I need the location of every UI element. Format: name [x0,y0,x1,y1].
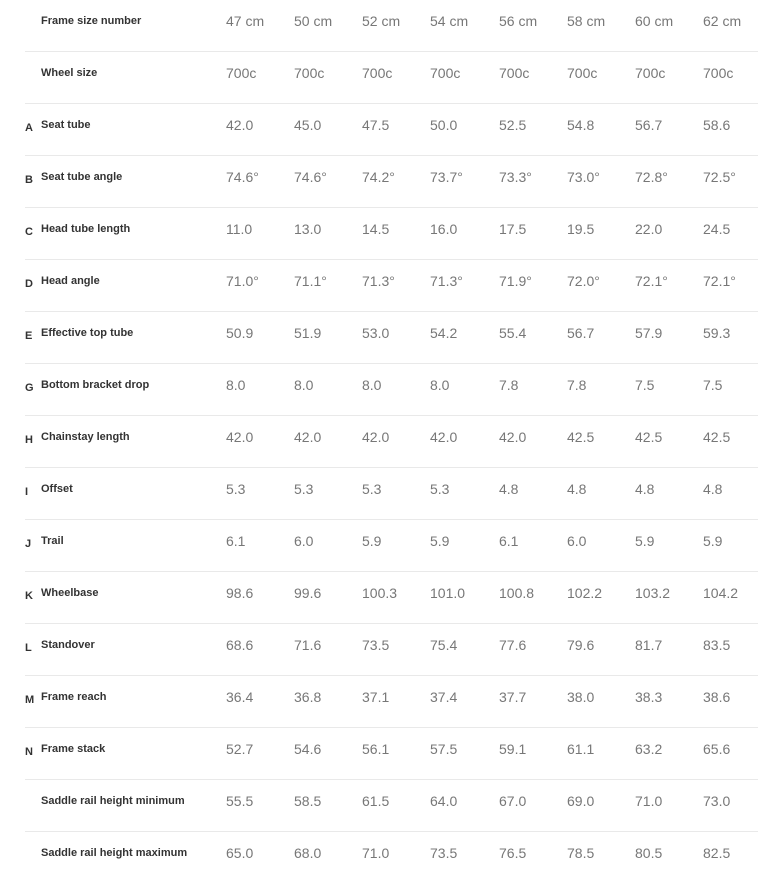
table-row [25,52,758,104]
table-cell: 700c [567,65,598,81]
table-cell: 72.5° [703,169,736,185]
table-cell: 73.5 [430,845,458,861]
table-cell: 71.3° [362,273,395,289]
row-label: Frame size number [41,15,142,27]
table-cell: 4.8 [703,481,723,497]
table-cell: 52.5 [499,117,527,133]
table-cell: 4.8 [635,481,655,497]
table-cell: 73.3° [499,169,532,185]
table-cell: 42.0 [430,429,458,445]
table-cell: 700c [362,65,393,81]
table-cell: 700c [226,65,257,81]
table-cell: 19.5 [567,221,595,237]
table-cell: 71.6 [294,637,322,653]
table-cell: 5.3 [362,481,382,497]
table-cell: 56.7 [635,117,663,133]
table-cell: 700c [294,65,325,81]
table-cell: 69.0 [567,793,595,809]
table-cell: 72.1° [635,273,668,289]
row-label: Wheelbase [41,587,99,599]
table-cell: 53.0 [362,325,390,341]
table-cell: 6.0 [294,533,314,549]
row-label: Effective top tube [41,327,134,339]
table-cell: 5.9 [362,533,382,549]
table-cell: 71.3° [430,273,463,289]
table-row [25,208,758,260]
table-cell: 60 cm [635,13,674,29]
table-cell: 79.6 [567,637,595,653]
row-label: Trail [41,535,64,547]
table-row [25,728,758,780]
row-label: Chainstay length [41,431,130,443]
table-row [25,780,758,832]
table-cell: 67.0 [499,793,527,809]
table-cell: 82.5 [703,845,731,861]
row-label: Head angle [41,275,100,287]
table-cell: 24.5 [703,221,731,237]
table-cell: 54.2 [430,325,458,341]
table-cell: 14.5 [362,221,390,237]
table-cell: 61.5 [362,793,390,809]
table-cell: 75.4 [430,637,458,653]
table-cell: 8.0 [294,377,314,393]
table-cell: 56 cm [499,13,538,29]
table-cell: 42.0 [362,429,390,445]
table-row [25,416,758,468]
table-cell: 700c [499,65,530,81]
row-letter: L [25,642,32,654]
table-cell: 100.8 [499,585,535,601]
table-row [25,156,758,208]
table-cell: 74.6° [226,169,259,185]
table-row [25,572,758,624]
table-row [25,624,758,676]
table-cell: 76.5 [499,845,527,861]
table-row [25,676,758,728]
table-cell: 5.3 [226,481,246,497]
table-cell: 101.0 [430,585,466,601]
table-cell: 81.7 [635,637,663,653]
table-cell: 37.7 [499,689,527,705]
table-row [25,832,758,884]
table-cell: 98.6 [226,585,254,601]
table-cell: 83.5 [703,637,731,653]
table-cell: 55.4 [499,325,527,341]
table-cell: 50.9 [226,325,254,341]
table-cell: 42.5 [635,429,663,445]
table-cell: 42.0 [226,429,254,445]
table-cell: 7.5 [635,377,655,393]
table-cell: 37.1 [362,689,390,705]
table-cell: 68.6 [226,637,254,653]
table-cell: 61.1 [567,741,595,757]
table-cell: 58.5 [294,793,322,809]
table-cell: 42.0 [499,429,527,445]
row-label: Bottom bracket drop [41,379,150,391]
table-cell: 58 cm [567,13,606,29]
row-letter: N [25,746,33,758]
table-row [25,0,758,52]
table-cell: 8.0 [362,377,382,393]
table-cell: 38.6 [703,689,731,705]
table-cell: 38.0 [567,689,595,705]
table-cell: 55.5 [226,793,254,809]
row-label: Seat tube angle [41,171,123,183]
table-cell: 6.1 [499,533,519,549]
table-cell: 74.6° [294,169,327,185]
table-cell: 73.0° [567,169,600,185]
table-cell: 64.0 [430,793,458,809]
table-cell: 77.6 [499,637,527,653]
table-cell: 54.8 [567,117,595,133]
table-cell: 72.1° [703,273,736,289]
table-cell: 73.0 [703,793,731,809]
table-cell: 5.9 [635,533,655,549]
table-cell: 47.5 [362,117,390,133]
table-cell: 54 cm [430,13,469,29]
table-cell: 57.5 [430,741,458,757]
table-cell: 45.0 [294,117,322,133]
table-cell: 16.0 [430,221,458,237]
row-label: Saddle rail height maximum [41,847,188,859]
table-cell: 74.2° [362,169,395,185]
row-letter: J [25,538,32,550]
table-cell: 73.5 [362,637,390,653]
row-letter: C [25,226,33,238]
table-cell: 37.4 [430,689,458,705]
table-cell: 57.9 [635,325,663,341]
table-cell: 65.0 [226,845,254,861]
row-label: Offset [41,483,73,495]
table-row [25,364,758,416]
table-cell: 50.0 [430,117,458,133]
table-cell: 54.6 [294,741,322,757]
row-label: Wheel size [41,67,98,79]
table-row [25,468,758,520]
table-cell: 63.2 [635,741,663,757]
table-cell: 65.6 [703,741,731,757]
row-letter: B [25,174,33,186]
row-letter: E [25,330,33,342]
row-letter: A [25,122,33,134]
table-cell: 7.8 [499,377,519,393]
table-cell: 36.8 [294,689,322,705]
table-cell: 59.3 [703,325,731,341]
table-cell: 56.1 [362,741,390,757]
table-cell: 62 cm [703,13,742,29]
row-label: Standover [41,639,95,651]
table-cell: 17.5 [499,221,527,237]
table-cell: 700c [635,65,666,81]
table-cell: 5.3 [430,481,450,497]
table-cell: 5.9 [430,533,450,549]
table-cell: 102.2 [567,585,603,601]
table-cell: 700c [703,65,734,81]
table-cell: 13.0 [294,221,322,237]
table-cell: 11.0 [226,221,253,237]
table-cell: 99.6 [294,585,322,601]
table-cell: 4.8 [567,481,587,497]
table-cell: 5.3 [294,481,314,497]
table-cell: 5.9 [703,533,723,549]
table-cell: 71.1° [294,273,327,289]
row-letter: H [25,434,33,446]
table-cell: 6.0 [567,533,587,549]
table-cell: 72.8° [635,169,668,185]
row-letter: G [25,382,34,394]
table-cell: 59.1 [499,741,527,757]
row-label: Frame reach [41,691,107,703]
table-cell: 100.3 [362,585,398,601]
table-cell: 58.6 [703,117,731,133]
row-label: Head tube length [41,223,131,235]
table-cell: 7.8 [567,377,587,393]
table-cell: 71.0 [635,793,663,809]
table-row [25,520,758,572]
table-cell: 36.4 [226,689,254,705]
table-cell: 6.1 [226,533,246,549]
table-row [25,104,758,156]
table-cell: 52.7 [226,741,254,757]
table-cell: 42.5 [567,429,595,445]
row-label: Seat tube [41,119,91,131]
table-cell: 7.5 [703,377,723,393]
table-cell: 47 cm [226,13,265,29]
row-letter: I [25,486,29,498]
table-cell: 42.0 [294,429,322,445]
table-cell: 56.7 [567,325,595,341]
geometry-table [25,0,758,884]
table-cell: 8.0 [226,377,246,393]
row-letter: K [25,590,33,602]
table-cell: 8.0 [430,377,450,393]
table-cell: 22.0 [635,221,663,237]
table-cell: 71.0 [362,845,390,861]
table-cell: 42.5 [703,429,731,445]
row-label: Frame stack [41,743,106,755]
row-letter: D [25,278,33,290]
table-cell: 4.8 [499,481,519,497]
table-cell: 38.3 [635,689,663,705]
table-cell: 80.5 [635,845,663,861]
table-cell: 71.9° [499,273,532,289]
table-cell: 52 cm [362,13,401,29]
table-cell: 42.0 [226,117,254,133]
row-letter: M [25,694,35,706]
table-row [25,312,758,364]
table-cell: 78.5 [567,845,595,861]
table-cell: 50 cm [294,13,333,29]
table-cell: 71.0° [226,273,259,289]
row-label: Saddle rail height minimum [41,795,185,807]
table-cell: 68.0 [294,845,322,861]
table-cell: 51.9 [294,325,322,341]
table-cell: 72.0° [567,273,600,289]
table-cell: 700c [430,65,461,81]
table-cell: 103.2 [635,585,671,601]
table-cell: 73.7° [430,169,463,185]
table-row [25,260,758,312]
table-cell: 104.2 [703,585,739,601]
